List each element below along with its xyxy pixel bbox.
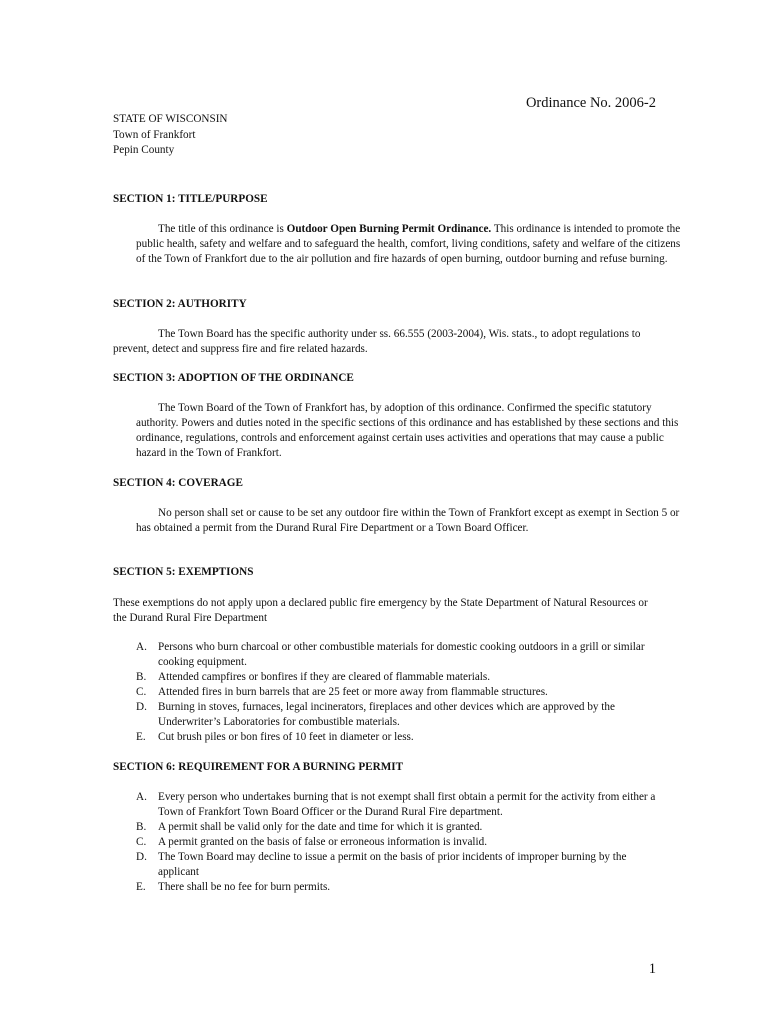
list-marker: C. <box>136 836 147 848</box>
list-item-text: Attended fires in burn barrels that are 25 feet or more away from flammable structures. <box>158 686 548 698</box>
list-marker: B. <box>136 671 147 683</box>
list-item-text: Persons who burn charcoal or other combustible materials for domestic cooking outdoors in a grill or similar cooking equipment. <box>158 641 645 668</box>
list-item <box>113 730 658 745</box>
ordinance-name: Outdoor Open Burning Permit Ordinance. <box>286 223 492 235</box>
section-2-body: The Town Board has the specific authority under ss. 66.555 (2003-2004), Wis. stats., to adopt regulations to prevent, detect and suppress fire and fire related hazards. <box>113 328 641 355</box>
list-marker: D. <box>136 851 147 863</box>
section-4-title: SECTION 4: COVERAGE <box>113 477 243 489</box>
town-line: Town of Frankfort <box>113 128 196 141</box>
section-5-intro: These exemptions do not apply upon a declared public fire emergency by the State Department of Natural Resources or the Durand Rural Fire Department <box>113 597 648 624</box>
section-6-list <box>113 790 658 895</box>
ordinance-number: Ordinance No. 2006-2 <box>525 95 656 111</box>
list-item <box>113 640 658 670</box>
list-item-text: Every person who undertakes burning that is not exempt shall first obtain a permit for the activity from either a Town of Frankfort Town Board Officer or the Durand Rural Fire department. <box>158 791 656 818</box>
list-item-text: A permit granted on the basis of false or erroneous information is invalid. <box>158 836 488 848</box>
section-5-title: SECTION 5: EXEMPTIONS <box>113 566 254 578</box>
section-1-text-before: The title of this ordinance is <box>158 223 287 235</box>
county-line: Pepin County <box>113 144 175 156</box>
list-marker: A. <box>136 641 147 653</box>
list-item-text: Burning in stoves, furnaces, legal incinerators, fireplaces and other devices which are approved by the Underwriter’s Laboratories for combustible materials. <box>158 701 615 728</box>
list-marker: E. <box>136 731 146 743</box>
section-1-title: SECTION 1: TITLE/PURPOSE <box>113 193 268 205</box>
list-item <box>113 790 658 820</box>
section-5-list <box>113 640 658 745</box>
list-item <box>113 850 658 880</box>
section-6-title: SECTION 6: REQUIREMENT FOR A BURNING PERMIT <box>113 761 404 773</box>
list-item-text: There shall be no fee for burn permits. <box>158 881 331 893</box>
list-item-text: The Town Board may decline to issue a permit on the basis of prior incidents of improper burning by the applicant <box>158 851 627 878</box>
list-item <box>113 670 658 685</box>
list-marker: D. <box>136 701 147 713</box>
list-marker: A. <box>136 791 147 803</box>
list-item <box>113 880 658 895</box>
list-marker: E. <box>136 881 146 893</box>
list-item <box>113 700 658 730</box>
section-2-title: SECTION 2: AUTHORITY <box>113 298 247 310</box>
list-marker: C. <box>136 686 147 698</box>
section-1-text-after: This ordinance is intended to promote the public health, safety and welfare and to safeguard the health, comfort, living conditions, safety and welfare of the citizens of the Town of Frankfort due to the air pollution and fire hazards of open burning, outdoor burning and refuse burning. <box>136 223 681 265</box>
list-item-text: Cut brush piles or bon fires of 10 feet in diameter or less. <box>158 731 414 743</box>
list-item-text: A permit shall be valid only for the date and time for which it is granted. <box>158 821 483 833</box>
list-item <box>113 820 658 835</box>
list-item <box>113 685 658 700</box>
page-number: 1 <box>648 961 656 977</box>
list-item-text: Attended campfires or bonfires if they are cleared of flammable materials. <box>158 671 491 683</box>
state-line: STATE OF WISCONSIN <box>113 113 228 125</box>
section-3-title: SECTION 3: ADOPTION OF THE ORDINANCE <box>113 372 354 384</box>
list-item <box>113 835 658 850</box>
document-header <box>113 112 228 159</box>
section-1-body <box>136 222 681 267</box>
list-marker: B. <box>136 821 147 833</box>
section-4-body: No person shall set or cause to be set any outdoor fire within the Town of Frankfort except as exempt in Section 5 or has obtained a permit from the Durand Rural Fire Department or a Town Board Officer. <box>136 507 680 534</box>
section-3-body: The Town Board of the Town of Frankfort has, by adoption of this ordinance. Confirmed the specific statutory authority. Powers and duties noted in the specific sections of this ordinance and has established by these sections and this ordinance, regulations, controls and enforcement against certain uses activities and operations that may cause a public hazard in the Town of Frankfort. <box>136 402 679 459</box>
